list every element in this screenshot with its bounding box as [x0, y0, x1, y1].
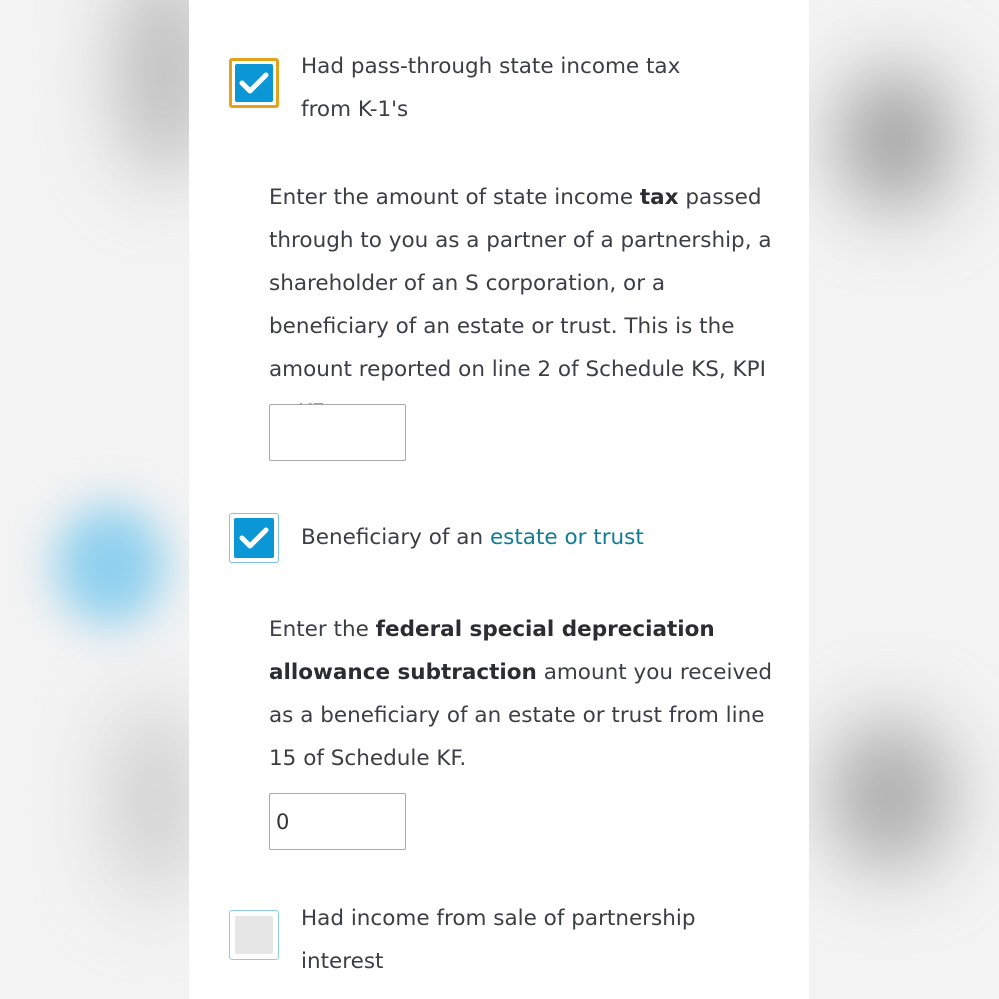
depreciation-description	[269, 608, 789, 780]
description-text: Enter the amount of state income	[269, 185, 640, 210]
description-bold: tax	[639, 185, 679, 210]
checkmark-icon	[239, 71, 269, 95]
state-tax-description	[269, 176, 789, 434]
k1-passthrough-checkbox[interactable]	[229, 58, 279, 108]
estate-or-trust-link[interactable]: estate or trust	[489, 525, 644, 550]
partnership-sale-option[interactable]	[229, 906, 721, 983]
k1-passthrough-label: Had pass-through state income tax from K-1's	[301, 54, 681, 122]
estate-beneficiary-label	[301, 516, 721, 559]
depreciation-amount-input[interactable]	[269, 793, 406, 850]
backdrop-blur-shape	[110, 700, 200, 900]
checkmark-icon	[239, 526, 269, 550]
estate-beneficiary-checkbox[interactable]	[229, 513, 279, 563]
partnership-sale-checkbox[interactable]	[229, 910, 279, 960]
label-text: Beneficiary of an	[301, 525, 490, 550]
description-text: amount you received as a beneficiary of an estate or trust from line 15 of Schedule KF.	[269, 660, 773, 771]
backdrop-blur-shape	[840, 70, 950, 210]
description-bold: federal special depreciation allowance subtraction	[269, 617, 715, 685]
k1-passthrough-option[interactable]	[229, 54, 721, 131]
estate-beneficiary-option[interactable]	[229, 513, 721, 563]
backdrop-blur-shape	[830, 720, 950, 870]
state-tax-amount-input[interactable]	[269, 404, 406, 461]
description-text: passed through to you as a partner of a partnership, a shareholder of an S corporation, or a beneficiary of an estate or trust. This is the amount reported on line 2 of Schedule KS, KPI	[269, 185, 772, 382]
checkbox-empty-fill	[235, 916, 273, 954]
backdrop-blur-shape	[55, 505, 165, 625]
partnership-sale-label: Had income from sale of partnership interest	[301, 906, 696, 974]
form-panel	[189, 0, 809, 999]
description-text: Enter the	[269, 617, 376, 642]
